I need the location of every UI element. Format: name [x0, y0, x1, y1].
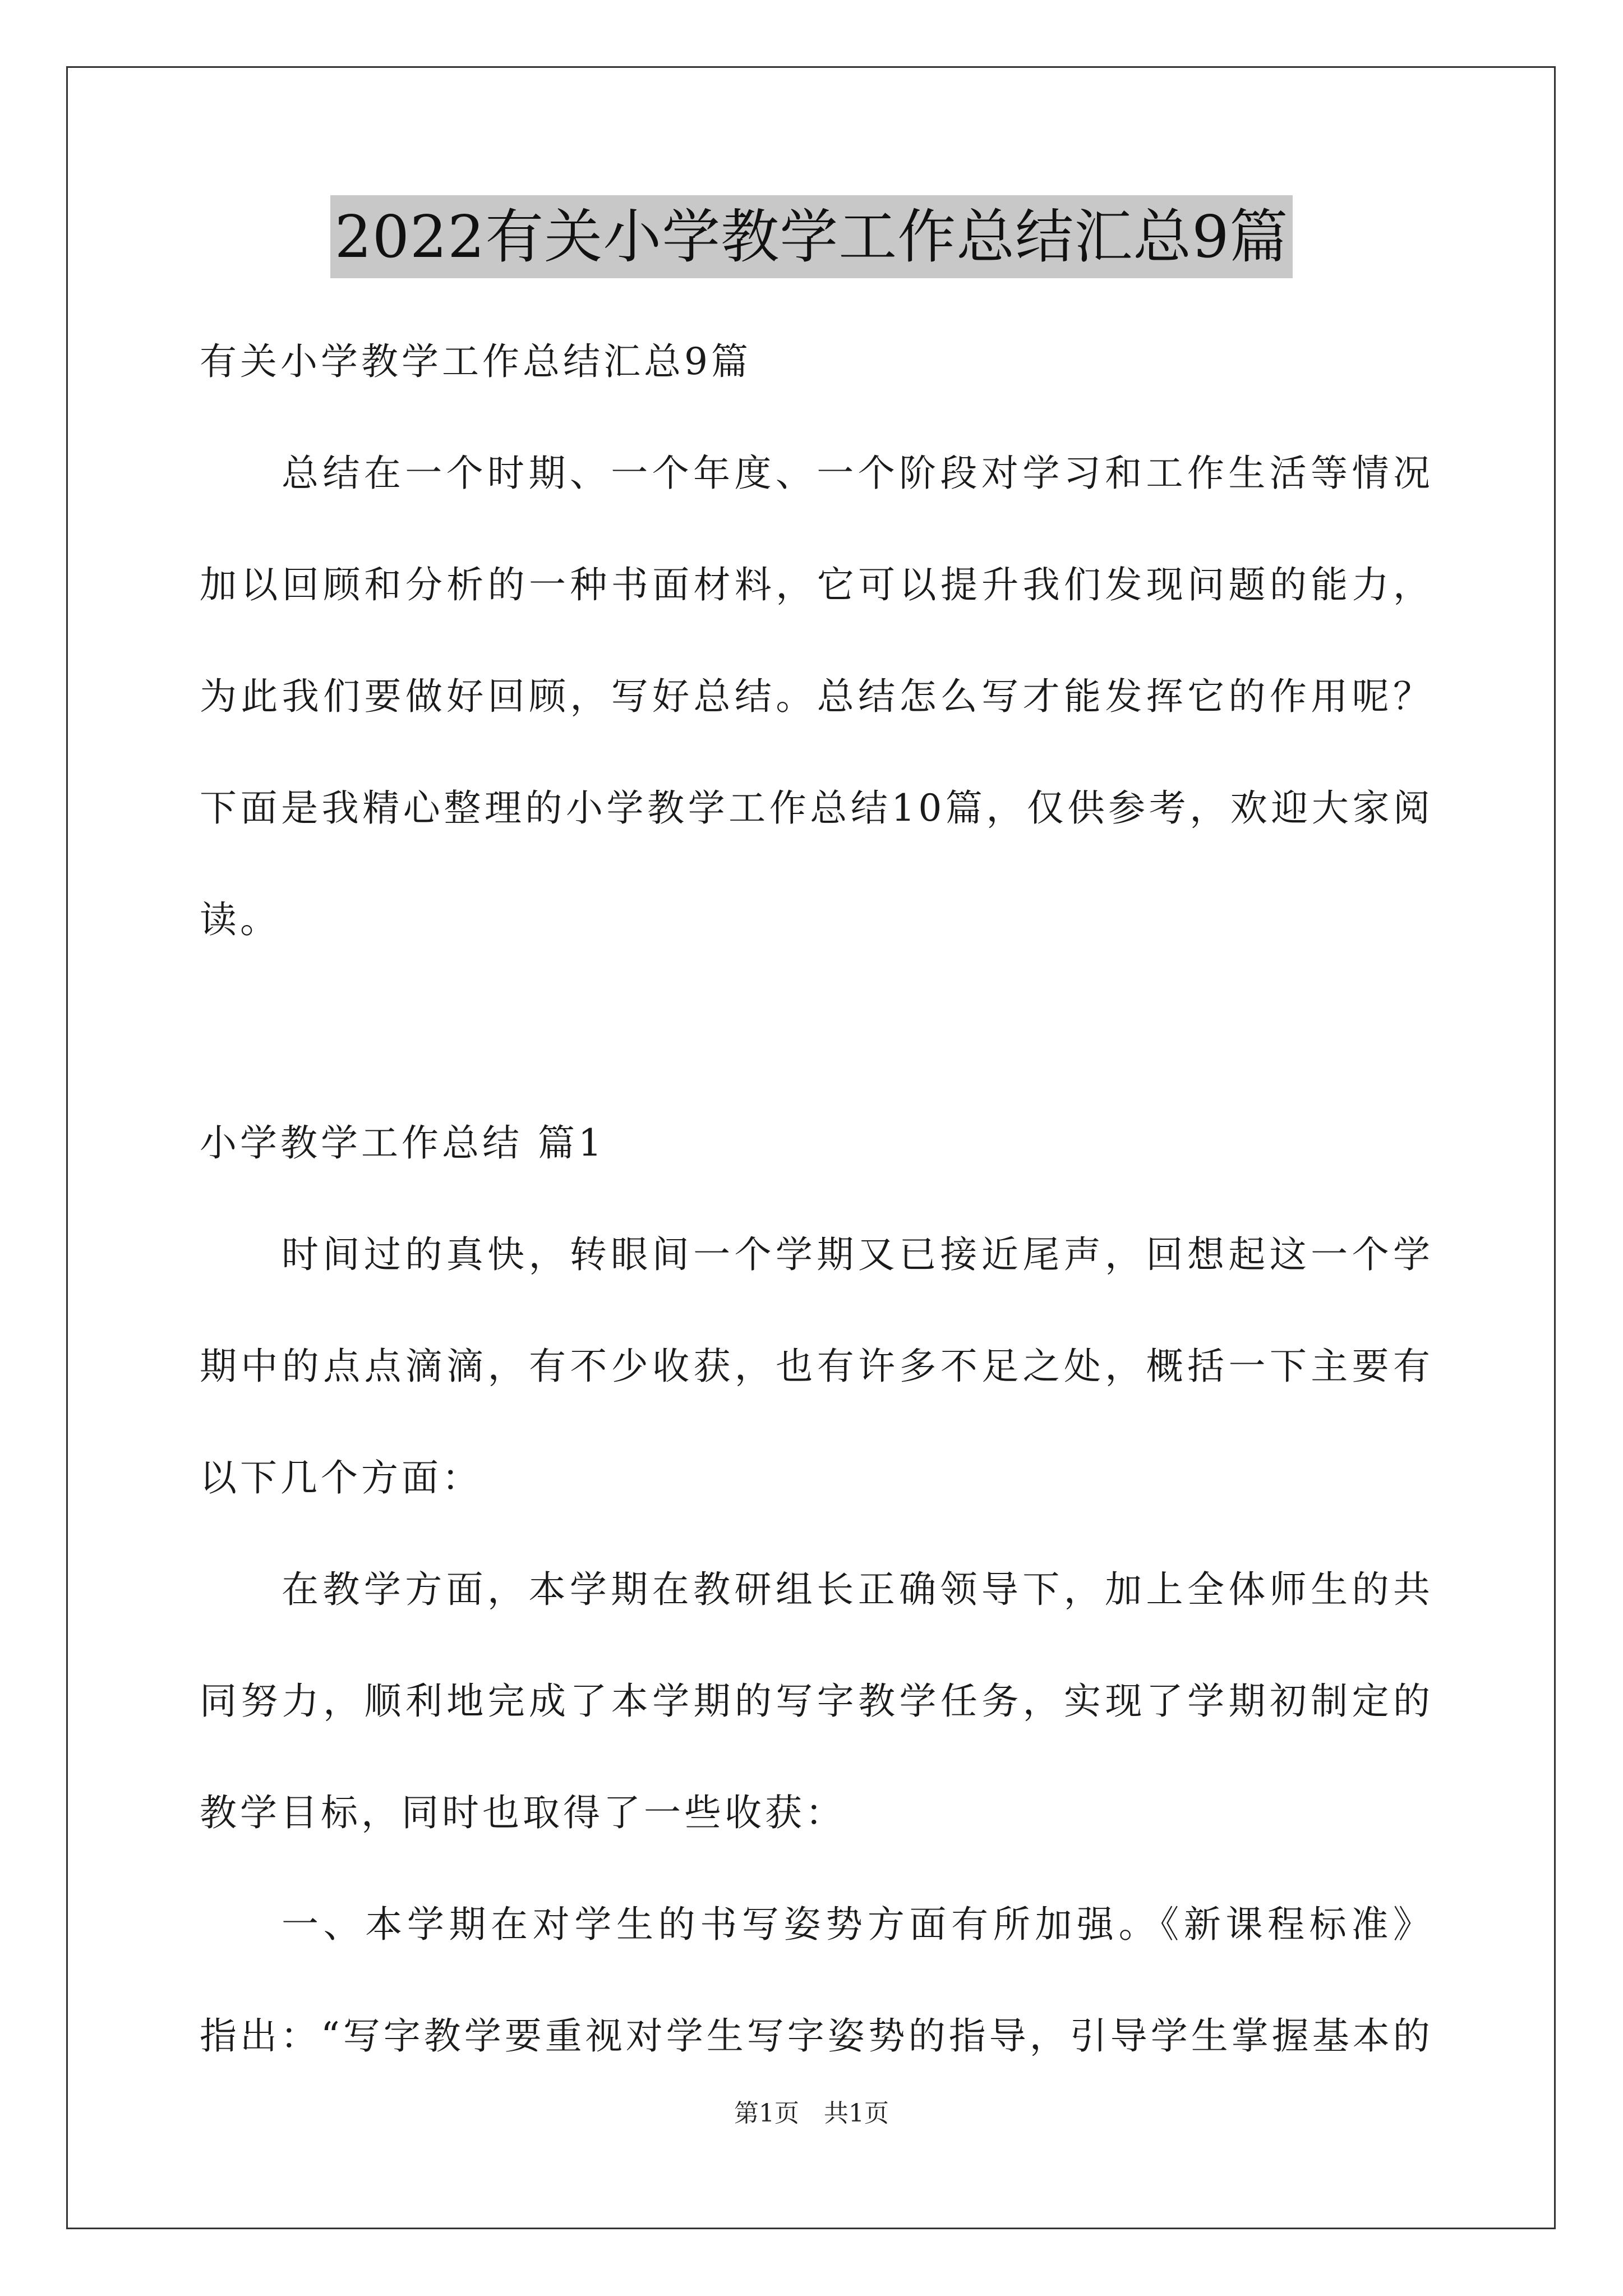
body-paragraph-2: 在教学方面，本学期在教研组长正确领导下，加上全体师生的共同努力，顺利地完成了本学期的写字教学任务，实现了学期初制定的教学目标，同时也取得了一些收获：: [200, 1568, 1433, 1834]
title-container: [0, 195, 1623, 278]
intro-paragraph: 总结在一个时期、一个年度、一个阶段对学习和工作生活等情况加以回顾和分析的一种书面材料，它可以提升我们发现问题的能力，为此我们要做好回顾，写好总结。总结怎么写才能发挥它的作用呢？下面是我精心整理的小学教学工作总结10篇，仅供参考，欢迎大家阅读。: [200, 452, 1433, 941]
section-heading: 小学教学工作总结 篇1: [200, 1121, 605, 1165]
document-subtitle: 有关小学教学工作总结汇总9篇: [200, 340, 751, 383]
page-number-total: 共1页: [824, 2099, 889, 2128]
page-footer: [0, 2097, 1623, 2131]
body-paragraph-1: 时间过的真快，转眼间一个学期又已接近尾声，回想起这一个学期中的点点滴滴，有不少收获，也有许多不足之处，概括一下主要有以下几个方面：: [200, 1233, 1433, 1499]
body-paragraph-3: 一、本学期在对学生的书写姿势方面有所加强。《新课程标准》指出：“写字教学要重视对学生写字姿势的指导，引导学生掌握基本的: [200, 1903, 1433, 2058]
document-title: 2022有关小学教学工作总结汇总9篇: [330, 195, 1293, 278]
section-spacer: [200, 976, 1433, 1087]
document-body: [200, 306, 1433, 2092]
page-number-current: 第1页: [734, 2099, 799, 2128]
